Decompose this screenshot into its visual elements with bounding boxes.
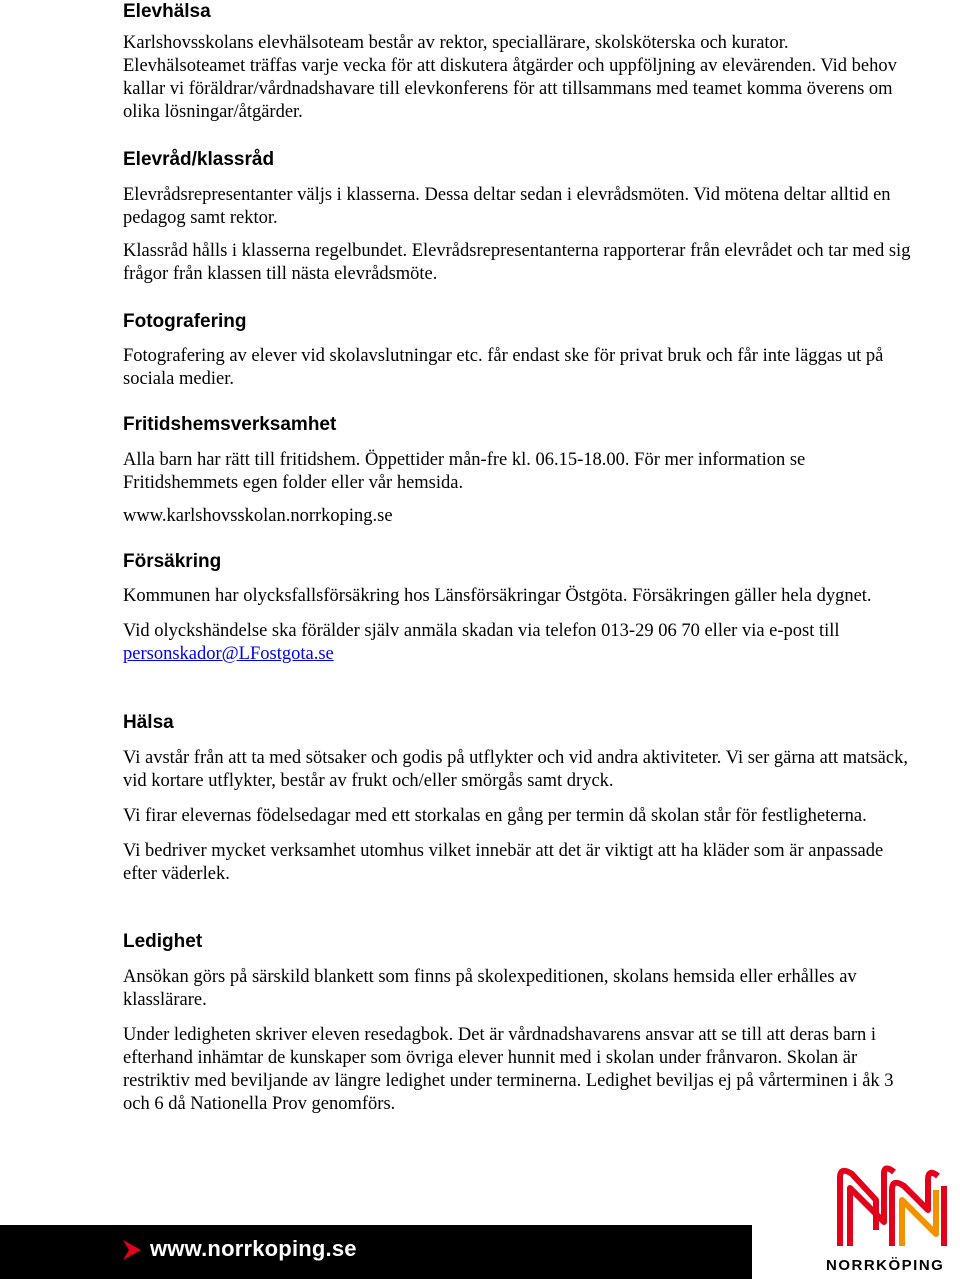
section-elevhalsa: [123, 0, 913, 124]
heading-fritidshem: Fritidshemsverksamhet: [123, 414, 337, 435]
heading-ledighet: Ledighet: [123, 931, 203, 952]
insurance-report-text: Vid olyckshändelse ska förälder själv anmäla skadan via telefon 013-29 06 70 eller via e-post till: [123, 621, 840, 641]
paragraph: Ansökan görs på särskild blankett som finns på skolexpeditionen, skolans hemsida eller erhålles av klasslärare.: [123, 967, 857, 1010]
section-halsa: [123, 711, 913, 886]
paragraph: Kommunen har olycksfallsförsäkring hos Länsförsäkringar Östgöta. Försäkringen gäller hela dygnet.: [123, 586, 872, 606]
paragraph: Elevrådsrepresentanter väljs i klasserna. Dessa deltar sedan i elevrådsmöten. Vid mötena deltar alltid en pedagog samt rektor.: [123, 185, 891, 228]
heading-halsa: Hälsa: [123, 712, 174, 733]
footer-url[interactable]: www.norrkoping.se: [150, 1236, 357, 1261]
paragraph: Alla barn har rätt till fritidshem. Öppettider mån-fre kl. 06.15-18.00. För mer information se Fritidshemmets egen folder eller vår hemsida.: [123, 450, 806, 493]
section-forsakring: [123, 550, 913, 666]
section-fotografering: [123, 310, 913, 391]
heading-forsakring: Försäkring: [123, 551, 222, 572]
paragraph: Karlshovsskolans elevhälsoteam består av rektor, speciallärare, skolsköterska och kurator. Elevhälsoteamet träffas varje vecka för att diskutera åtgärder och uppföljning av elevärenden. Vid behov kallar vi föräldrar/vårdnadshavare till elevkonferens för att tillsammans med teamet komma överens om olika lösningar/åtgärder.: [123, 33, 897, 122]
paragraph-insurance-report: [123, 620, 913, 666]
website-url: www.karlshovsskolan.norrkoping.se: [123, 506, 393, 526]
logo-text: NORRKÖPING: [826, 1257, 945, 1274]
paragraph: Vi bedriver mycket verksamhet utomhus vilket innebär att det är viktigt att ha kläder som är anpassade efter väderlek.: [123, 841, 884, 884]
heading-fotografering: Fotografering: [123, 311, 247, 332]
heading-elevrad: Elevråd/klassråd: [123, 149, 275, 170]
heading-elevhalsa: Elevhälsa: [123, 1, 211, 22]
footer-bar: [0, 1225, 752, 1279]
paragraph: Vi firar elevernas födelsedagar med ett storkalas en gång per termin då skolan står för festligheterna.: [123, 806, 867, 826]
paragraph: Klassråd hålls i klasserna regelbundet. Elevrådsrepresentanterna rapporterar från elevrådet och tar med sig frågor från klassen till nästa elevrådsmöte.: [123, 241, 911, 284]
paragraph: Fotografering av elever vid skolavslutningar etc. får endast ske för privat bruk och får inte läggas ut på sociala medier.: [123, 346, 884, 389]
email-link[interactable]: personskador@LFostgota.se: [123, 644, 334, 664]
paragraph: Vi avstår från att ta med sötsaker och godis på utflykter och vid andra aktiviteter. Vi ser gärna att matsäck, vid kortare utflykter, består av frukt och/eller smörgås samt dryck.: [123, 748, 908, 791]
section-elevrad: [123, 148, 913, 286]
section-fritidshem: [123, 413, 913, 528]
norrkoping-logo-icon: [832, 1160, 950, 1248]
paragraph: Under ledigheten skriver eleven resedagbok. Det är vårdnadshavarens ansvar att se till att deras barn i efterhand inhämtar de kunskaper som övriga elever hunnit med i skolan under frånvaron. Skolan är restriktiv med beviljande av längre ledighet under terminerna. Ledighet beviljas ej på vårterminen i åk 3 och 6 då Nationella Prov genomförs.: [123, 1025, 894, 1114]
section-ledighet: [123, 930, 913, 1116]
arrow-icon: [121, 1238, 143, 1262]
